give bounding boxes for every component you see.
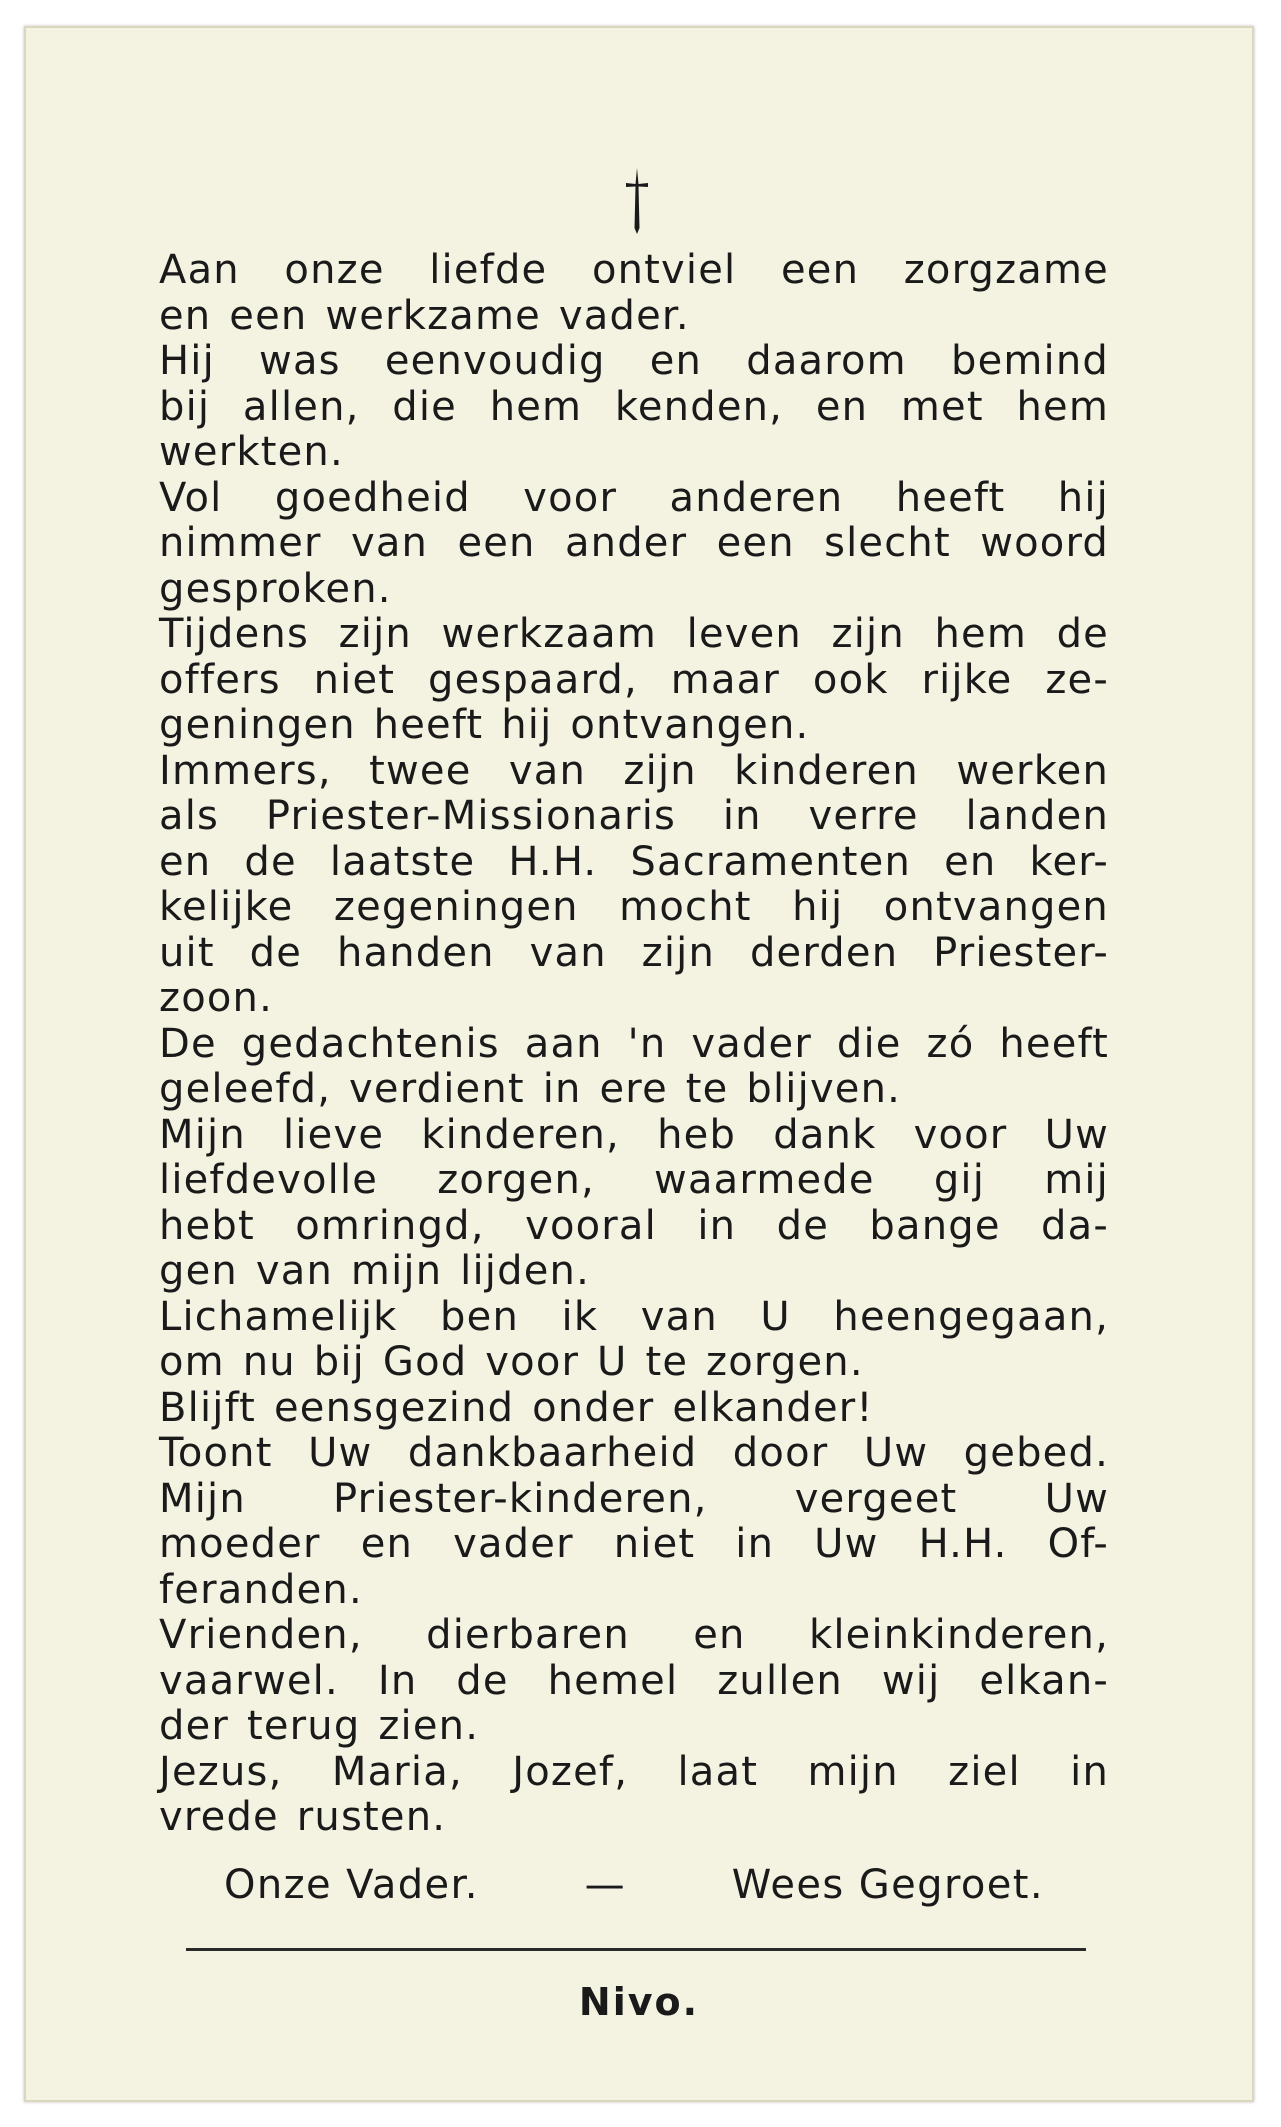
text-line: De gedachtenis aan 'n vader die zó heeft (159, 1020, 1109, 1067)
text-line: Toont Uw dankbaarheid door Uw gebed. (159, 1430, 1109, 1476)
prayer-separator: — (584, 1862, 626, 1908)
text-line: als Priester-Missionaris in verre landen (159, 793, 1109, 839)
divider-rule (186, 1948, 1086, 1951)
text-line: Mijn Priester-kinderen, vergeet Uw (159, 1475, 1109, 1522)
text-line: gesproken. (159, 565, 392, 612)
text-line: Tijdens zijn werkzaam leven zijn hem de (159, 611, 1109, 657)
text-line: geleefd, verdient in ere te blijven. (159, 1066, 902, 1112)
text-line: Mijn lieve kinderen, heb dank voor Uw (159, 1111, 1109, 1158)
text-line: kelijke zegeningen mocht hij ontvangen (159, 884, 1109, 930)
cross-icon (624, 166, 650, 236)
prayer-our-father: Onze Vader. (224, 1862, 479, 1908)
prayer-hail-mary: Wees Gegroet. (731, 1862, 1044, 1908)
text-line: offers niet gespaard, maar ook rijke ze- (159, 656, 1109, 703)
text-line: en een werkzame vader. (159, 292, 690, 339)
text-line: gen van mijn lijden. (159, 1248, 590, 1294)
text-line: vaarwel. In de hemel zullen wij elkan- (159, 1657, 1109, 1704)
text-line: Hij was eenvoudig en daarom bemind (159, 338, 1109, 384)
text-line: Vol goedheid voor anderen heeft hij (159, 474, 1109, 521)
text-line: om nu bij God voor U te zorgen. (159, 1339, 864, 1385)
text-line: uit de handen van zijn derden Priester- (159, 929, 1109, 976)
text-line: Immers, twee van zijn kinderen werken (159, 747, 1109, 794)
text-line: geningen heeft hij ontvangen. (159, 702, 810, 748)
text-line: Vrienden, dierbaren en kleinkinderen, (159, 1612, 1109, 1658)
text-line: hebt omringd, vooral in de bange da- (159, 1202, 1109, 1249)
prayer-line (224, 1862, 1044, 1908)
text-line: Blijft eensgezind onder elkander! (159, 1384, 874, 1431)
printer-mark: Nivo. (578, 1980, 700, 2024)
text-line: liefdevolle zorgen, waarmede gij mij (159, 1157, 1109, 1203)
text-line: Aan onze liefde ontviel een zorgzame (159, 247, 1109, 293)
text-line: werkten. (159, 429, 344, 475)
text-line: zoon. (159, 975, 274, 1021)
text-line: moeder en vader niet in Uw H.H. Of- (159, 1521, 1109, 1567)
text-line: Lichamelijk ben ik van U heengegaan, (159, 1293, 1109, 1340)
memorial-card (24, 26, 1254, 2102)
memorial-text (159, 248, 1109, 1841)
text-line: Jezus, Maria, Jozef, laat mijn ziel in (159, 1748, 1109, 1795)
text-line: en de laatste H.H. Sacramenten en ker- (159, 838, 1109, 885)
text-line: feranden. (159, 1566, 363, 1613)
text-line: vrede rusten. (159, 1794, 447, 1840)
text-line: nimmer van een ander een slecht woord (159, 520, 1109, 566)
text-line: bij allen, die hem kenden, en met hem (159, 383, 1109, 430)
text-line: der terug zien. (159, 1703, 480, 1749)
